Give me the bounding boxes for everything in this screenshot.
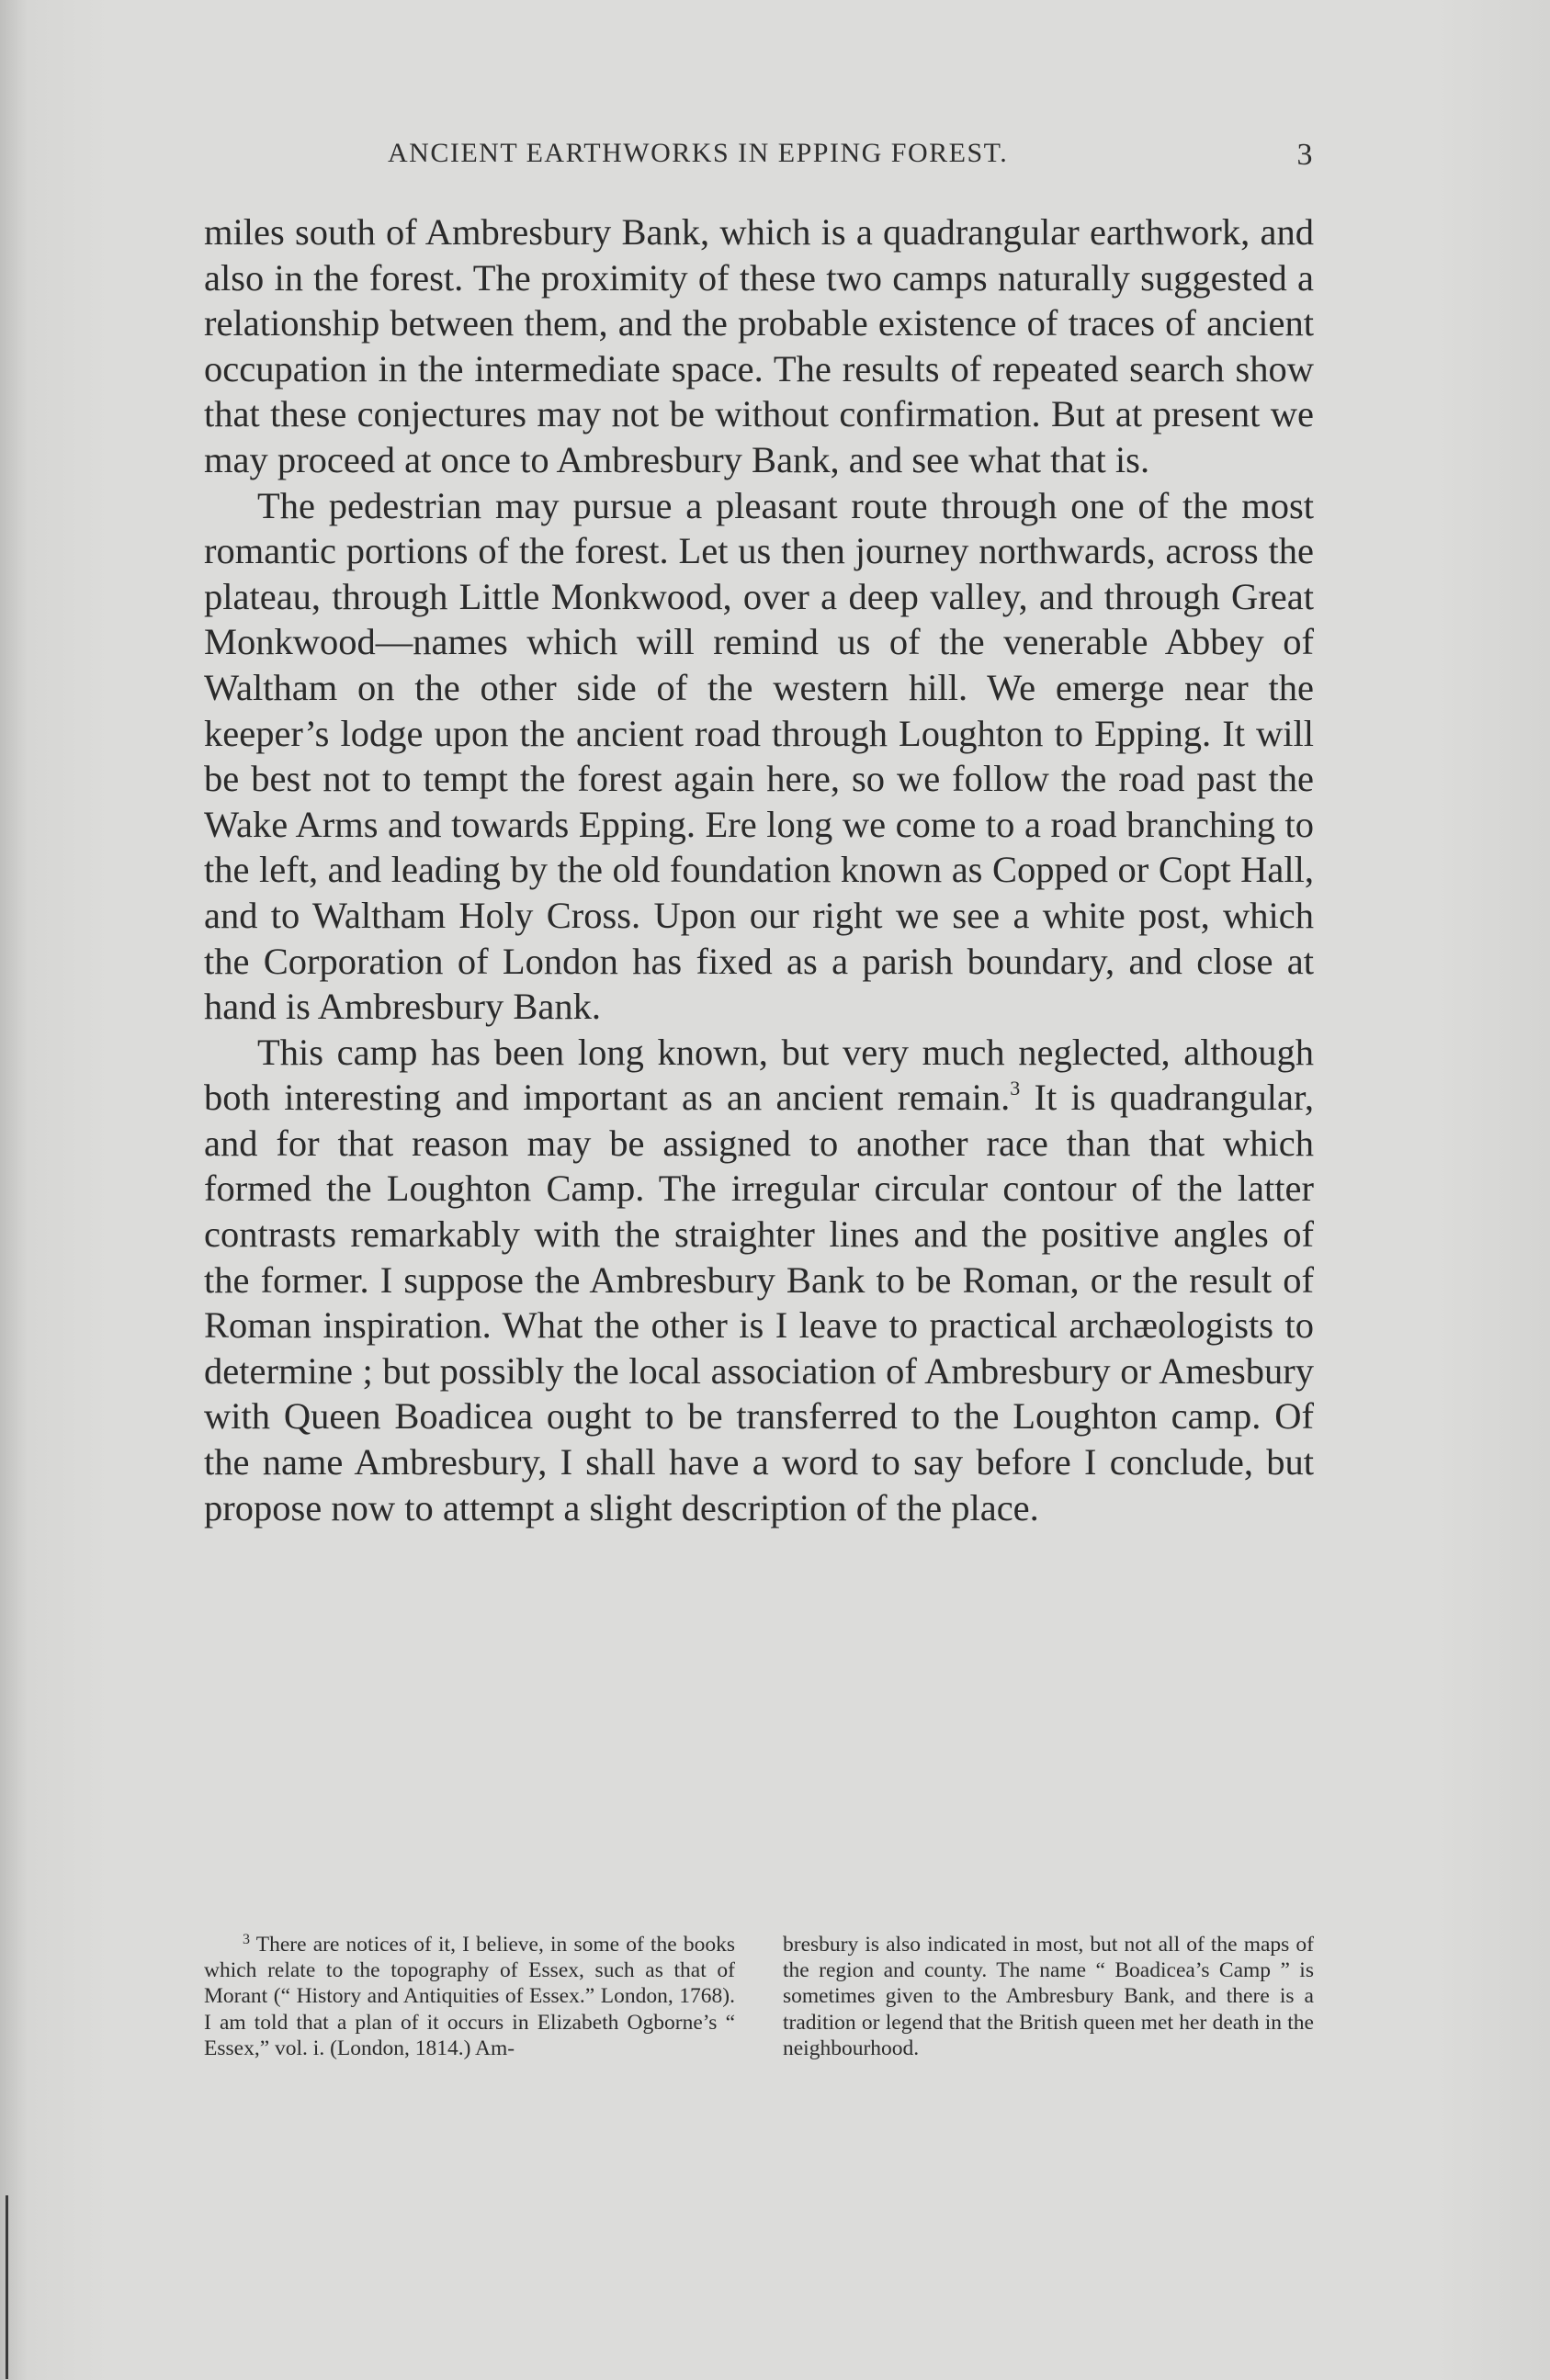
body-text [204, 209, 1314, 1530]
running-header [204, 138, 1314, 178]
running-title: ANCIENT EARTHWORKS IN EPPING FOREST. [388, 138, 1009, 168]
paragraph-1: miles south of Ambresbury Bank, which is a quadrangular earthwork, and also in the forest. The proximity of these two camps naturally suggested a relationship between them, and the probable existence of traces of ancient occupation in the intermediate space. The results of repeated search show that these conjectures may not be without confirmation. But at present we may proceed at once to Ambresbury Bank, and see what that is. [204, 211, 1314, 480]
footnote-marker: 3 [243, 1932, 250, 1947]
footnote-text-right: bresbury is also indicated in most, but not all of the maps of the region and county. The name “ Boadicea’s Camp ” is sometimes given to the Ambresbury Bank, and there is a tradition or legend that the British queen met her death in the neighbourhood. [783, 1933, 1314, 2060]
page-number: 3 [1296, 138, 1314, 172]
footnotes [204, 1932, 1314, 2061]
binding-edge-line [6, 2195, 8, 2379]
paragraph-2: The pedestrian may pursue a pleasant route through one of the most romantic portions of the forest. Let us then journey northwards, across the plateau, through Little Monkwood, over a deep valley, and through Great Monkwood—names which will remind us of the venerable Abbey of Waltham on the other side of the western hill. We emerge near the keeper’s lodge upon the ancient road through Loughton to Epping. It will be best not to tempt the forest again here, so we follow the road past the Wake Arms and towards Epping. Ere long we come to a road branching to the left, and leading by the old foundation known as Copped or Copt Hall, and to Waltham Holy Cross. Upon our right we see a white post, which the Corporation of London has fixed as a parish boundary, and close at hand is Ambresbury Bank. [204, 484, 1314, 1028]
footnote-column-left [204, 1932, 735, 2061]
paragraph-3-text-a: This camp has been long known, but very much neglected, although both interesting and important as an ancient remain. [204, 1031, 1314, 1119]
footnote-column-right [783, 1932, 1314, 2061]
footnote-reference: 3 [1010, 1077, 1021, 1100]
paragraph-3-text-b: It is quadrangular, and for that reason may be assigned to another race than that which formed the Loughton Camp. The irregular circular contour of the latter contrasts remarkably with the straighter lines and the positive angles of the former. I suppose the Ambresbury Bank to be Roman, or the result of Roman inspiration. What the other is I leave to practical archæologists to determine ; but possibly the local association of Ambresbury or Amesbury with Queen Boadicea ought to be transferred to the Loughton camp. Of the name Ambresbury, I shall have a word to say before I conclude, but propose now to attempt a slight description of the place. [204, 1077, 1314, 1528]
footnote-text-left: There are notices of it, I believe, in some of the books which relate to the topography of Essex, such as that of Morant (“ History and Antiquities of Essex.” London, 1768). I am told that a plan of it occurs in Elizabeth Ogborne’s “ Essex,” vol. i. (London, 1814.) Am- [204, 1933, 735, 2060]
paragraph-3 [204, 1030, 1314, 1531]
